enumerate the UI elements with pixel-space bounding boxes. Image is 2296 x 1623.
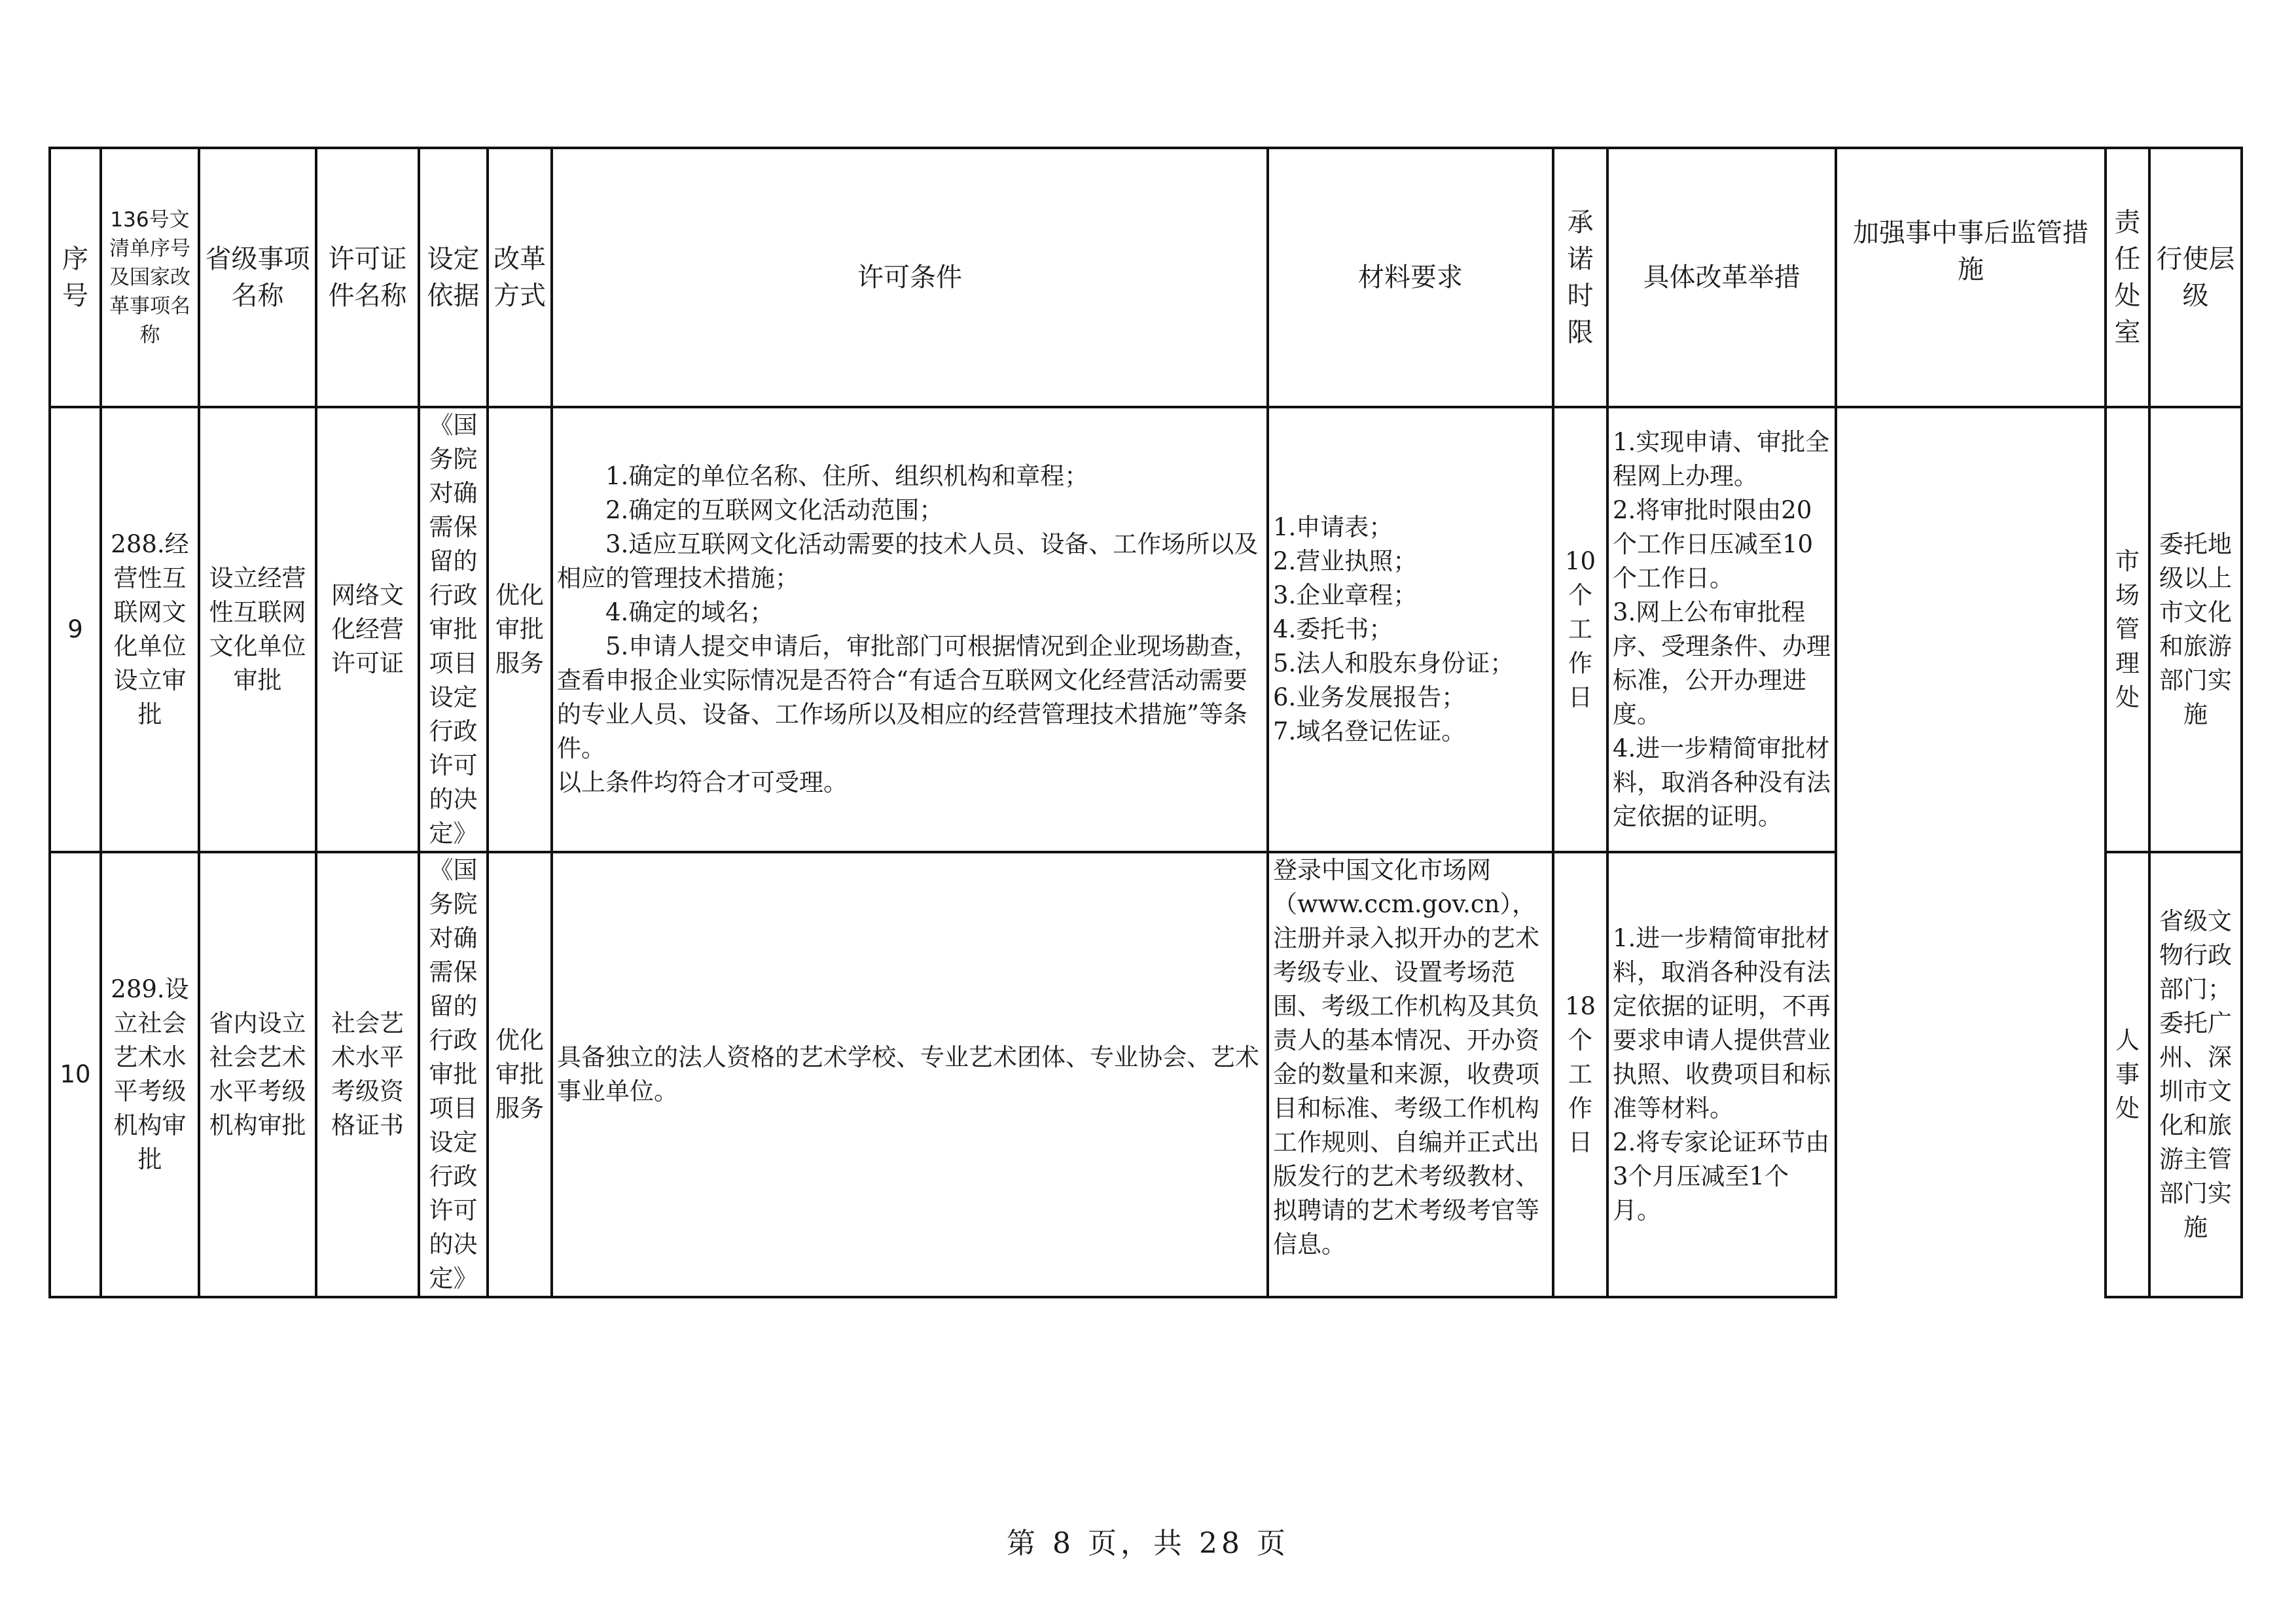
cell-basis: 《国务院对确需保留的行政审批项目设定行政许可的决定》 xyxy=(419,407,488,852)
condition-item: 4.确定的域名； xyxy=(605,598,774,626)
condition-item: 5.申请人提交申请后，审批部门可根据情况到企业现场勘查，查看申报企业实际情况是否符合“有适合互联网文化经营活动需要的专业人员、设备、工作场所以及相应的经营管理技术措施”等条件。 xyxy=(557,632,1259,762)
header-level: 行使层级 xyxy=(2149,148,2242,407)
header-office: 责任处室 xyxy=(2106,148,2149,407)
condition-item: 2.确定的互联网文化活动范围； xyxy=(605,496,944,524)
material-item: 6.业务发展报告； xyxy=(1273,683,1466,711)
material-item: 7.域名登记佐证。 xyxy=(1273,717,1466,745)
measure-item: 1.进一步精简审批材料，取消各种没有法定依据的证明，不再要求申请人提供营业执照、收费项目和标准等材料。 xyxy=(1613,924,1831,1122)
condition-item: 1.确定的单位名称、住所、组织机构和章程； xyxy=(605,462,1089,490)
header-conditions: 许可条件 xyxy=(552,148,1268,407)
header-materials: 材料要求 xyxy=(1268,148,1553,407)
cell-conditions xyxy=(552,407,1268,852)
cell-license: 社会艺术水平考级资格证书 xyxy=(316,852,419,1297)
measure-item: 4.进一步精简审批材料，取消各种没有法定依据的证明。 xyxy=(1613,734,1831,830)
table-row xyxy=(50,407,2242,852)
header-supervision: 加强事中事后监管措施 xyxy=(1836,148,2106,407)
condition-note: 以上条件均符合才可受理。 xyxy=(557,768,848,796)
cell-office: 市场管理处 xyxy=(2106,407,2149,852)
cell-level: 委托地级以上市文化和旅游部门实施 xyxy=(2149,407,2242,852)
cell-measures xyxy=(1607,852,1836,1297)
header-method: 改革方式 xyxy=(488,148,552,407)
material-item: 2.营业执照； xyxy=(1273,547,1418,575)
cell-method: 优化审批服务 xyxy=(488,407,552,852)
cell-seq: 9 xyxy=(50,407,101,852)
condition-item: 具备独立的法人资格的艺术学校、专业艺术团体、专业协会、艺术事业单位。 xyxy=(557,1043,1259,1105)
material-item: 1.申请表； xyxy=(1273,513,1393,541)
material-item: 4.委托书； xyxy=(1273,615,1393,643)
cell-materials xyxy=(1268,407,1553,852)
header-row xyxy=(50,148,2242,407)
cell-time-limit: 10个工作日 xyxy=(1553,407,1607,852)
header-basis: 设定依据 xyxy=(419,148,488,407)
cell-materials xyxy=(1268,852,1553,1297)
cell-basis: 《国务院对确需保留的行政审批项目设定行政许可的决定》 xyxy=(419,852,488,1297)
reform-items-table xyxy=(48,147,2243,1298)
measure-item: 3.网上公布审批程序、受理条件、办理标准，公开办理进度。 xyxy=(1613,598,1831,728)
cell-name: 省内设立社会艺术水平考级机构审批 xyxy=(199,852,316,1297)
header-measures: 具体改革举措 xyxy=(1607,148,1836,407)
header-name: 省级事项名称 xyxy=(199,148,316,407)
cell-measures xyxy=(1607,407,1836,852)
cell-ref: 288.经营性互联网文化单位设立审批 xyxy=(101,407,199,852)
material-item: 5.法人和股东身份证； xyxy=(1273,649,1515,677)
condition-item: 3.适应互联网文化活动需要的技术人员、设备、工作场所以及相应的管理技术措施； xyxy=(557,530,1259,592)
measure-item: 2.将审批时限由20个工作日压减至10个工作日。 xyxy=(1613,496,1814,592)
material-item: 3.企业章程； xyxy=(1273,581,1418,609)
cell-conditions xyxy=(552,852,1268,1297)
cell-seq: 10 xyxy=(50,852,101,1297)
page-footer: 第 8 页，共 28 页 xyxy=(1007,1527,1289,1560)
measure-item: 1.实现申请、审批全程网上办理。 xyxy=(1613,428,1830,490)
header-time-limit: 承诺时限 xyxy=(1553,148,1607,407)
material-item: 登录中国文化市场网（www.ccm.gov.cn），注册并录入拟开办的艺术考级专业、设置考场范围、考级工作机构及其负责人的基本情况、开办资金的数量和来源，收费项目和标准、考级工作机构工作规则、自编并正式出版发行的艺术考级教材、拟聘请的艺术考级考官等信息。 xyxy=(1273,856,1539,1258)
cell-office: 人事处 xyxy=(2106,852,2149,1297)
cell-supervision xyxy=(1836,407,2106,1297)
header-ref: 136号文清单序号及国家改革事项名称 xyxy=(101,148,199,407)
cell-time-limit: 18个工作日 xyxy=(1553,852,1607,1297)
cell-ref: 289.设立社会艺术水平考级机构审批 xyxy=(101,852,199,1297)
header-seq: 序号 xyxy=(50,148,101,407)
cell-license: 网络文化经营许可证 xyxy=(316,407,419,852)
measure-item: 2.将专家论证环节由3个月压减至1个月。 xyxy=(1613,1128,1830,1224)
cell-method: 优化审批服务 xyxy=(488,852,552,1297)
cell-name: 设立经营性互联网文化单位审批 xyxy=(199,407,316,852)
cell-level: 省级文物行政部门；委托广州、深圳市文化和旅游主管部门实施 xyxy=(2149,852,2242,1297)
header-license: 许可证件名称 xyxy=(316,148,419,407)
